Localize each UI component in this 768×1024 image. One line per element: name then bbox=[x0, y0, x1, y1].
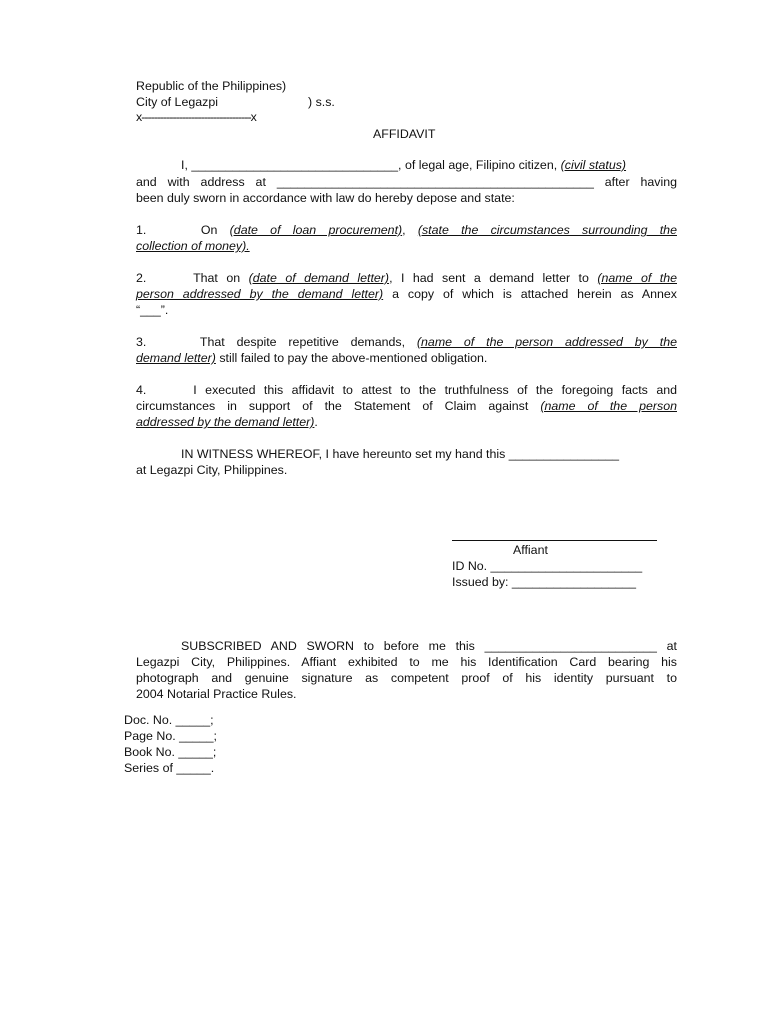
item-1-date-loan: (date of loan procurement) bbox=[229, 223, 403, 237]
caption-city: City of Legazpi bbox=[136, 95, 218, 109]
affiant-signature-line bbox=[452, 540, 657, 541]
notarial-series-of: Series of _____. bbox=[124, 761, 215, 775]
item-1-line-2: collection of money). bbox=[136, 239, 250, 253]
notarial-book-no: Book No. _____; bbox=[124, 745, 217, 759]
item-4-statement-of-claim: circumstances in support of the Statement of Claim against bbox=[136, 399, 529, 413]
item-2-number: 2. bbox=[136, 271, 147, 285]
intro-line-3: been duly sworn in accordance with law do hereby depose and state: bbox=[136, 191, 515, 205]
document-title: AFFIDAVIT bbox=[373, 127, 436, 141]
caption-divider: x-----------------------------------x bbox=[136, 110, 256, 124]
intro-after-having: after having bbox=[604, 175, 678, 189]
caption-republic: Republic of the Philippines) bbox=[136, 79, 287, 93]
jurat-line-3: photograph and genuine signature as competent proof of his identity pursuant to bbox=[136, 671, 677, 685]
intro-address-blank: ______________________________________________ bbox=[276, 175, 594, 189]
item-3-name-person: (name of the person addressed by the bbox=[416, 335, 677, 349]
item-2-line-2 bbox=[136, 287, 677, 301]
item-4-line-3 bbox=[136, 415, 318, 429]
item-4-number: 4. bbox=[136, 383, 147, 397]
witness-line-1: IN WITNESS WHEREOF, I have hereunto set my hand this ________________ bbox=[181, 447, 620, 461]
affiant-issued-by: Issued by: __________________ bbox=[452, 575, 636, 589]
jurat-date-blank: _________________________ bbox=[484, 639, 657, 653]
affiant-label: Affiant bbox=[513, 543, 548, 557]
intro-civil-status: (civil status) bbox=[560, 158, 627, 172]
item-3-line-1 bbox=[136, 335, 677, 349]
item-1-number: 1. bbox=[136, 223, 147, 237]
item-4-executed: I executed this affidavit to attest to the truthfulness of the foregoing facts and bbox=[193, 383, 678, 397]
item-3-number: 3. bbox=[136, 335, 147, 349]
caption-ss: ) s.s. bbox=[308, 95, 335, 109]
item-2-sent: , I had sent a demand letter to bbox=[389, 271, 589, 285]
jurat-at: at bbox=[666, 639, 677, 653]
intro-name-text: I, ______________________________, of legal age, Filipino citizen, bbox=[181, 158, 558, 172]
item-1-comma: , bbox=[402, 223, 406, 237]
item-4-line-1 bbox=[136, 383, 677, 397]
item-2-that-on: That on bbox=[193, 271, 241, 285]
item-3-demand-letter: demand letter) bbox=[136, 351, 216, 365]
item-4-name-person: (name of the person bbox=[540, 399, 677, 413]
item-2-line-1 bbox=[136, 271, 677, 285]
jurat-subscribed: SUBSCRIBED AND SWORN to before me this bbox=[181, 639, 475, 653]
item-2-person-addressed: person addressed by the demand letter) bbox=[136, 287, 384, 301]
intro-address-label: and with address at bbox=[136, 175, 266, 189]
item-3-line-2 bbox=[136, 351, 487, 365]
item-4-addressed: addressed by the demand letter) bbox=[136, 415, 315, 429]
jurat-line-4: 2004 Notarial Practice Rules. bbox=[136, 687, 297, 701]
item-4-period: . bbox=[314, 415, 318, 429]
notarial-doc-no: Doc. No. _____; bbox=[124, 713, 214, 727]
item-1-line-1 bbox=[136, 223, 677, 237]
witness-line-2: at Legazpi City, Philippines. bbox=[136, 463, 288, 477]
jurat-line-1 bbox=[181, 639, 677, 653]
item-1-on: On bbox=[200, 223, 218, 237]
jurat-line-2: Legazpi City, Philippines. Affiant exhibited to me his Identification Card bearing his bbox=[136, 655, 677, 669]
item-3-failed-to-pay: still failed to pay the above-mentioned obligation. bbox=[219, 351, 488, 365]
item-1-circumstances: (state the circumstances surrounding the bbox=[417, 223, 677, 237]
item-3-despite: That despite repetitive demands, bbox=[199, 335, 406, 349]
notarial-page-no: Page No. _____; bbox=[124, 729, 218, 743]
item-2-copy-attached: a copy of which is attached herein as Annex bbox=[392, 287, 677, 301]
item-2-name-of-the: (name of the bbox=[597, 271, 677, 285]
item-2-date-demand: (date of demand letter) bbox=[248, 271, 390, 285]
item-4-line-2 bbox=[136, 399, 677, 413]
affiant-id-no: ID No. ______________________ bbox=[452, 559, 643, 573]
item-2-annex: “___”. bbox=[136, 303, 169, 317]
intro-line-1 bbox=[181, 158, 677, 172]
intro-line-2 bbox=[136, 175, 677, 189]
